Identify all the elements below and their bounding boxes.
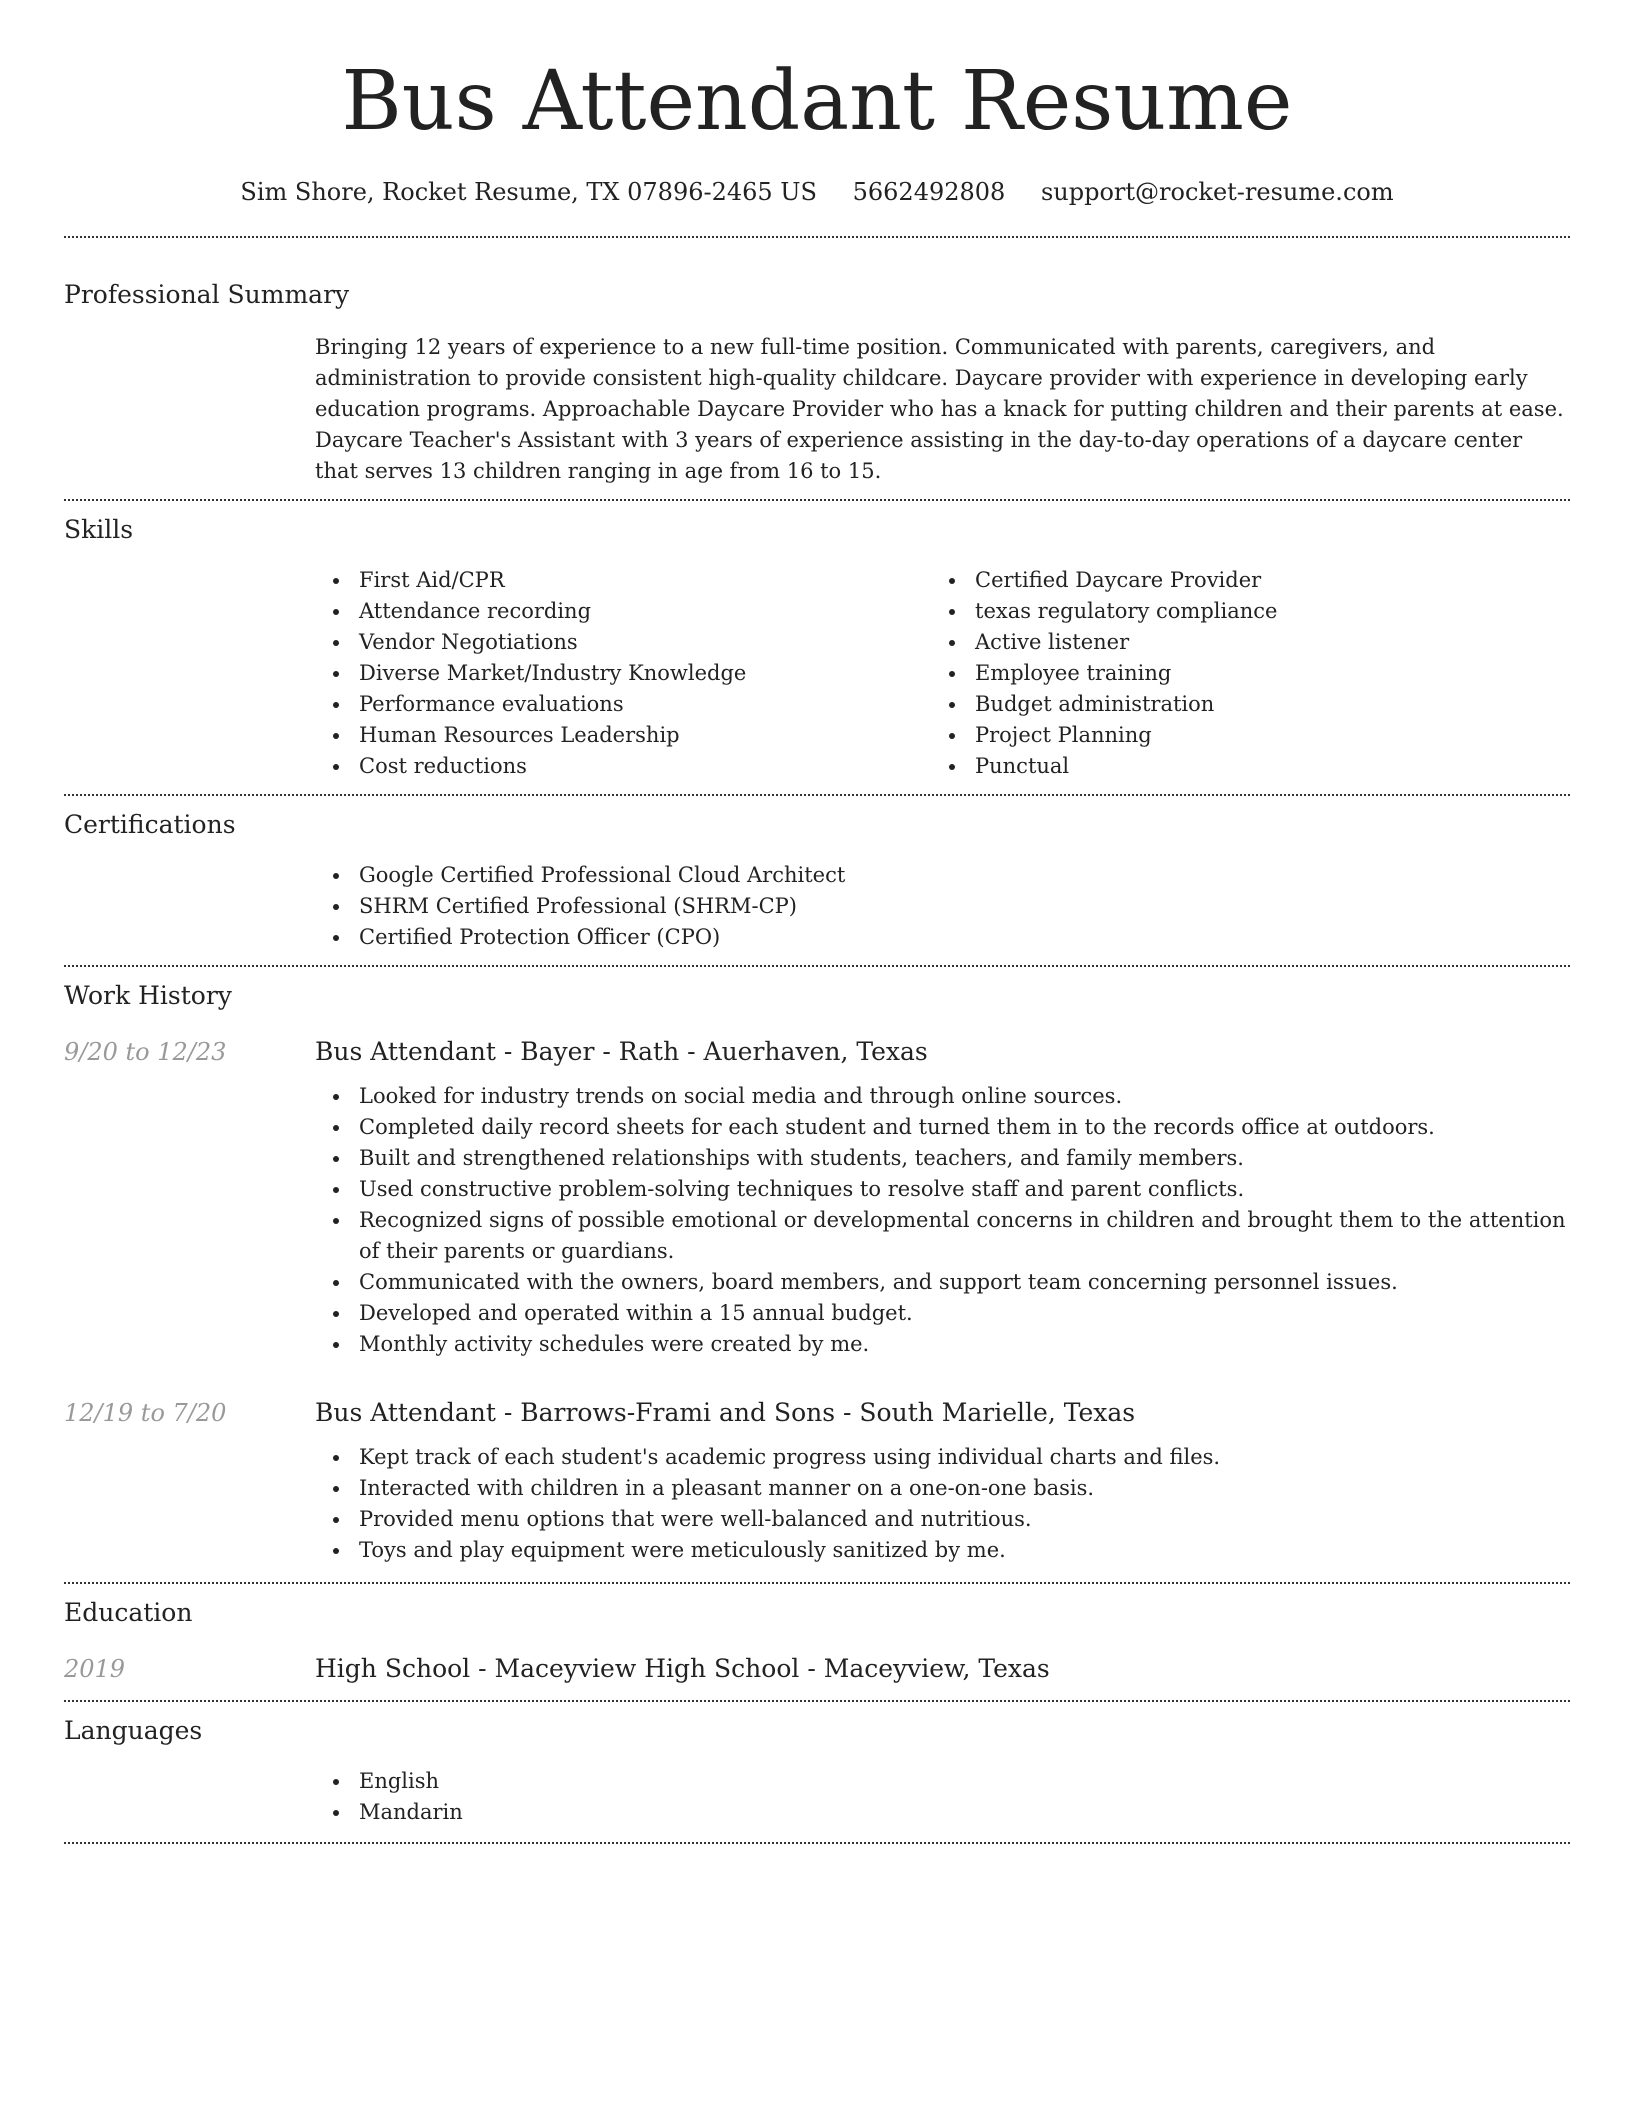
list-item: Certified Protection Officer (CPO)	[315, 922, 1570, 953]
section-heading: Work History	[64, 981, 232, 1010]
list-item: First Aid/CPR	[315, 565, 931, 596]
list-item: Google Certified Professional Cloud Architect	[315, 860, 1570, 891]
section-certifications	[64, 796, 1570, 965]
job-title: Bus Attendant - Barrows-Frami and Sons - South Marielle, Texas	[315, 1398, 1136, 1427]
education-date: 2019	[64, 1655, 126, 1683]
contact-address: Sim Shore, Rocket Resume, TX 07896-2465 US	[240, 178, 817, 206]
list-item: Provided menu options that were well-balanced and nutritious.	[315, 1504, 1570, 1535]
list-item: Communicated with the owners, board members, and support team concerning personnel issues.	[315, 1267, 1570, 1298]
list-item: Built and strengthened relationships with students, teachers, and family members.	[315, 1143, 1570, 1174]
section-summary	[64, 238, 1570, 499]
languages-list	[315, 1748, 1570, 1842]
contact-line	[64, 176, 1570, 208]
section-heading: Languages	[64, 1716, 203, 1745]
contact-email: support@rocket-resume.com	[1040, 178, 1394, 206]
list-item: Mandarin	[315, 1797, 1570, 1828]
job-date: 12/19 to 7/20	[64, 1399, 227, 1427]
contact-phone: 5662492808	[852, 178, 1006, 206]
resume-page	[64, 0, 1570, 1844]
section-languages	[64, 1702, 1570, 1842]
divider	[64, 1842, 1570, 1844]
summary-text: Bringing 12 years of experience to a new full-time position. Communicated with parents, caregivers, and administration to provide consistent high-quality childcare. Daycare provider with experience in developing early education programs. Approachable Daycare Provider who has a knack for putting children and their parents at ease. Daycare Teacher's Assistant with 3 years of experience assisting in the day-to-day operations of a daycare center that serves 13 children ranging in age from 16 to 15.	[315, 335, 1564, 483]
job-header	[64, 1035, 1570, 1069]
job-bullets	[315, 1442, 1570, 1566]
skills-list	[315, 547, 1570, 794]
list-item: Toys and play equipment were meticulously sanitized by me.	[315, 1535, 1570, 1566]
section-heading: Skills	[64, 515, 134, 544]
list-item: Budget administration	[931, 689, 1547, 720]
list-item: texas regulatory compliance	[931, 596, 1547, 627]
list-item: Used constructive problem-solving techniques to resolve staff and parent conflicts.	[315, 1174, 1570, 1205]
education-title: High School - Maceyview High School - Maceyview, Texas	[315, 1654, 1050, 1683]
list-item: Employee training	[931, 658, 1547, 689]
list-item: Performance evaluations	[315, 689, 931, 720]
list-item: Monthly activity schedules were created by me.	[315, 1329, 1570, 1360]
job-bullets	[315, 1081, 1570, 1360]
list-item: Vendor Negotiations	[315, 627, 931, 658]
list-item: Certified Daycare Provider	[931, 565, 1547, 596]
education-entry	[64, 1630, 1570, 1686]
list-item: Active listener	[931, 627, 1547, 658]
certifications-list	[315, 842, 1570, 965]
job-entry	[64, 1360, 1570, 1582]
section-education	[64, 1584, 1570, 1700]
skills-right-column	[931, 565, 1547, 782]
list-item: Punctual	[931, 751, 1547, 782]
section-heading: Professional Summary	[64, 280, 350, 309]
list-item: SHRM Certified Professional (SHRM-CP)	[315, 891, 1570, 922]
section-heading: Certifications	[64, 810, 236, 839]
list-item: Developed and operated within a 15 annual budget.	[315, 1298, 1570, 1329]
list-item: Cost reductions	[315, 751, 931, 782]
job-title: Bus Attendant - Bayer - Rath - Auerhaven, Texas	[315, 1037, 928, 1066]
list-item: Recognized signs of possible emotional or developmental concerns in children and brought them to the attention of their parents or guardians.	[315, 1205, 1570, 1267]
job-entry	[64, 1013, 1570, 1360]
list-item: Human Resources Leadership	[315, 720, 931, 751]
resume-title: Bus Attendant Resume	[341, 54, 1293, 149]
job-header	[64, 1396, 1570, 1430]
list-item: Project Planning	[931, 720, 1547, 751]
list-item: Kept track of each student's academic progress using individual charts and files.	[315, 1442, 1570, 1473]
list-item: English	[315, 1766, 1570, 1797]
list-item: Looked for industry trends on social media and through online sources.	[315, 1081, 1570, 1112]
section-heading: Education	[64, 1598, 193, 1627]
list-item: Interacted with children in a pleasant manner on a one-on-one basis.	[315, 1473, 1570, 1504]
skills-left-column	[315, 565, 931, 782]
section-work-history	[64, 967, 1570, 1582]
job-date: 9/20 to 12/23	[64, 1038, 227, 1066]
list-item: Completed daily record sheets for each student and turned them in to the records office at outdoors.	[315, 1112, 1570, 1143]
section-skills	[64, 501, 1570, 794]
list-item: Attendance recording	[315, 596, 931, 627]
list-item: Diverse Market/Industry Knowledge	[315, 658, 931, 689]
